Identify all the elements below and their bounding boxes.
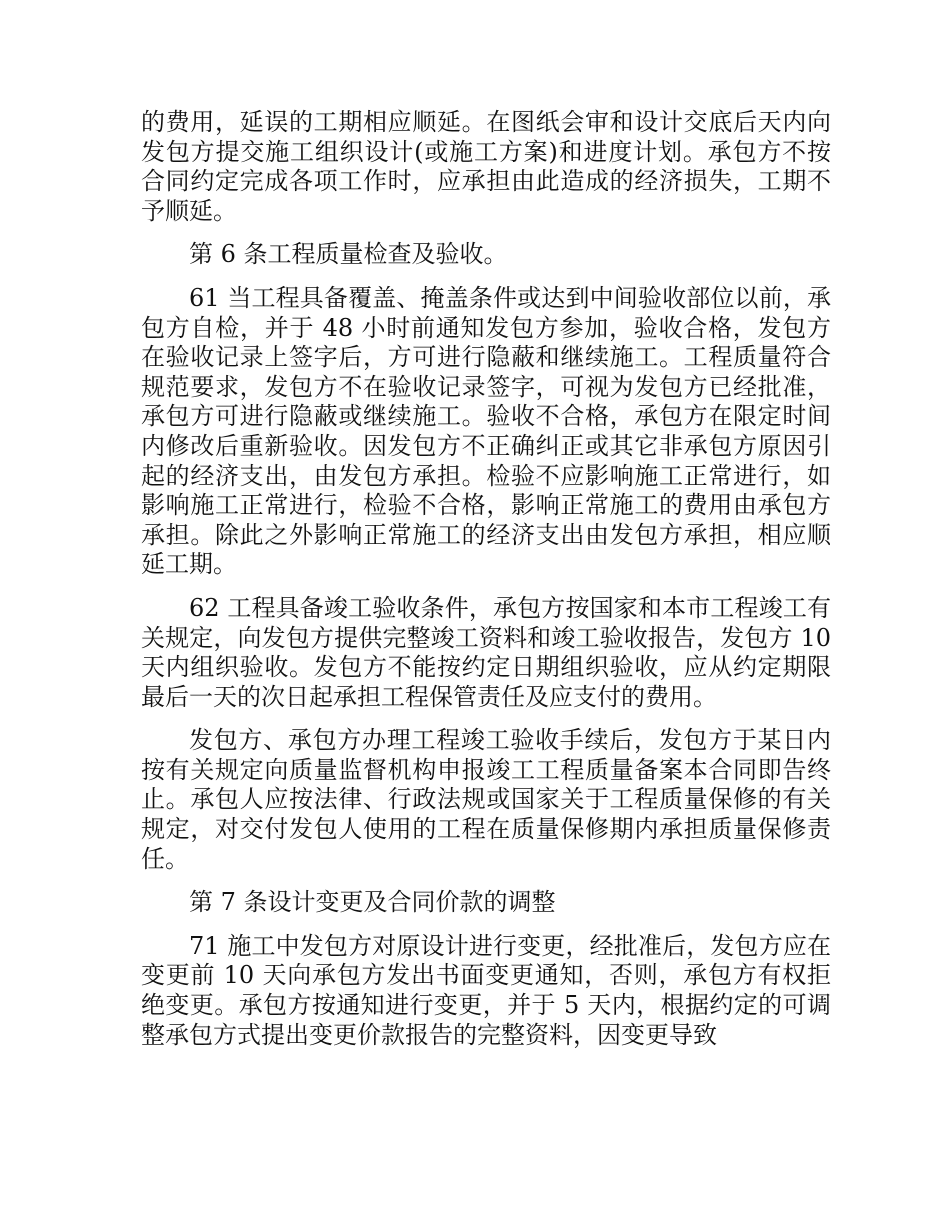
paragraph-continuation: 的费用，延误的工期相应顺延。在图纸会审和设计交底后天内向发包方提交施工组织设计(或施工方案)和进度计划。承包方不按合同约定完成各项工作时，应承担由此造成的经济损失，工期不予顺延。 bbox=[141, 108, 831, 225]
document-page bbox=[141, 108, 831, 1064]
section-heading-article-7: 第 7 条设计变更及合同价款的调整 bbox=[189, 888, 556, 917]
section-heading-article-6: 第 6 条工程质量检查及验收。 bbox=[189, 240, 508, 269]
paragraph-clause-61: 61 当工程具备覆盖、掩盖条件或达到中间验收部位以前，承包方自检，并于 48 小时前通知发包方参加，验收合格，发包方在验收记录上签字后，方可进行隐蔽和继续施工。工程质量符合规范要求，发包方不在验收记录签字，可视为发包方已经批准，承包方可进行隐蔽或继续施工。验收不合格，承包方在限定时间内修改后重新验收。因发包方不正确纠正或其它非承包方原因引起的经济支出，由发包方承担。检验不应影响施工正常进行，如影响施工正常进行，检验不合格，影响正常施工的费用由承包方承担。除此之外影响正常施工的经济支出由发包方承担，相应顺延工期。 bbox=[141, 283, 831, 579]
paragraph-clause-71: 71 施工中发包方对原设计进行变更，经批准后，发包方应在变更前 10 天向承包方发出书面变更通知，否则，承包方有权拒绝变更。承包方按通知进行变更，并于 5 天内，根据约定的可调整承包方式提出变更价款报告的完整资料，因变更导致 bbox=[141, 931, 831, 1049]
paragraph-completion-procedures: 发包方、承包方办理工程竣工验收手续后，发包方于某日内按有关规定向质量监督机构申报竣工工程质量备案本合同即告终止。承包人应按法律、行政法规或国家关于工程质量保修的有关规定，对交付发包人使用的工程在质量保修期内承担质量保修责任。 bbox=[141, 726, 831, 873]
paragraph-clause-62: 62 工程具备竣工验收条件，承包方按国家和本市工程竣工有关规定，向发包方提供完整竣工资料和竣工验收报告，发包方 10 天内组织验收。发包方不能按约定日期组织验收，应从约定期限最后一天的次日起承担工程保管责任及应支付的费用。 bbox=[141, 593, 831, 711]
